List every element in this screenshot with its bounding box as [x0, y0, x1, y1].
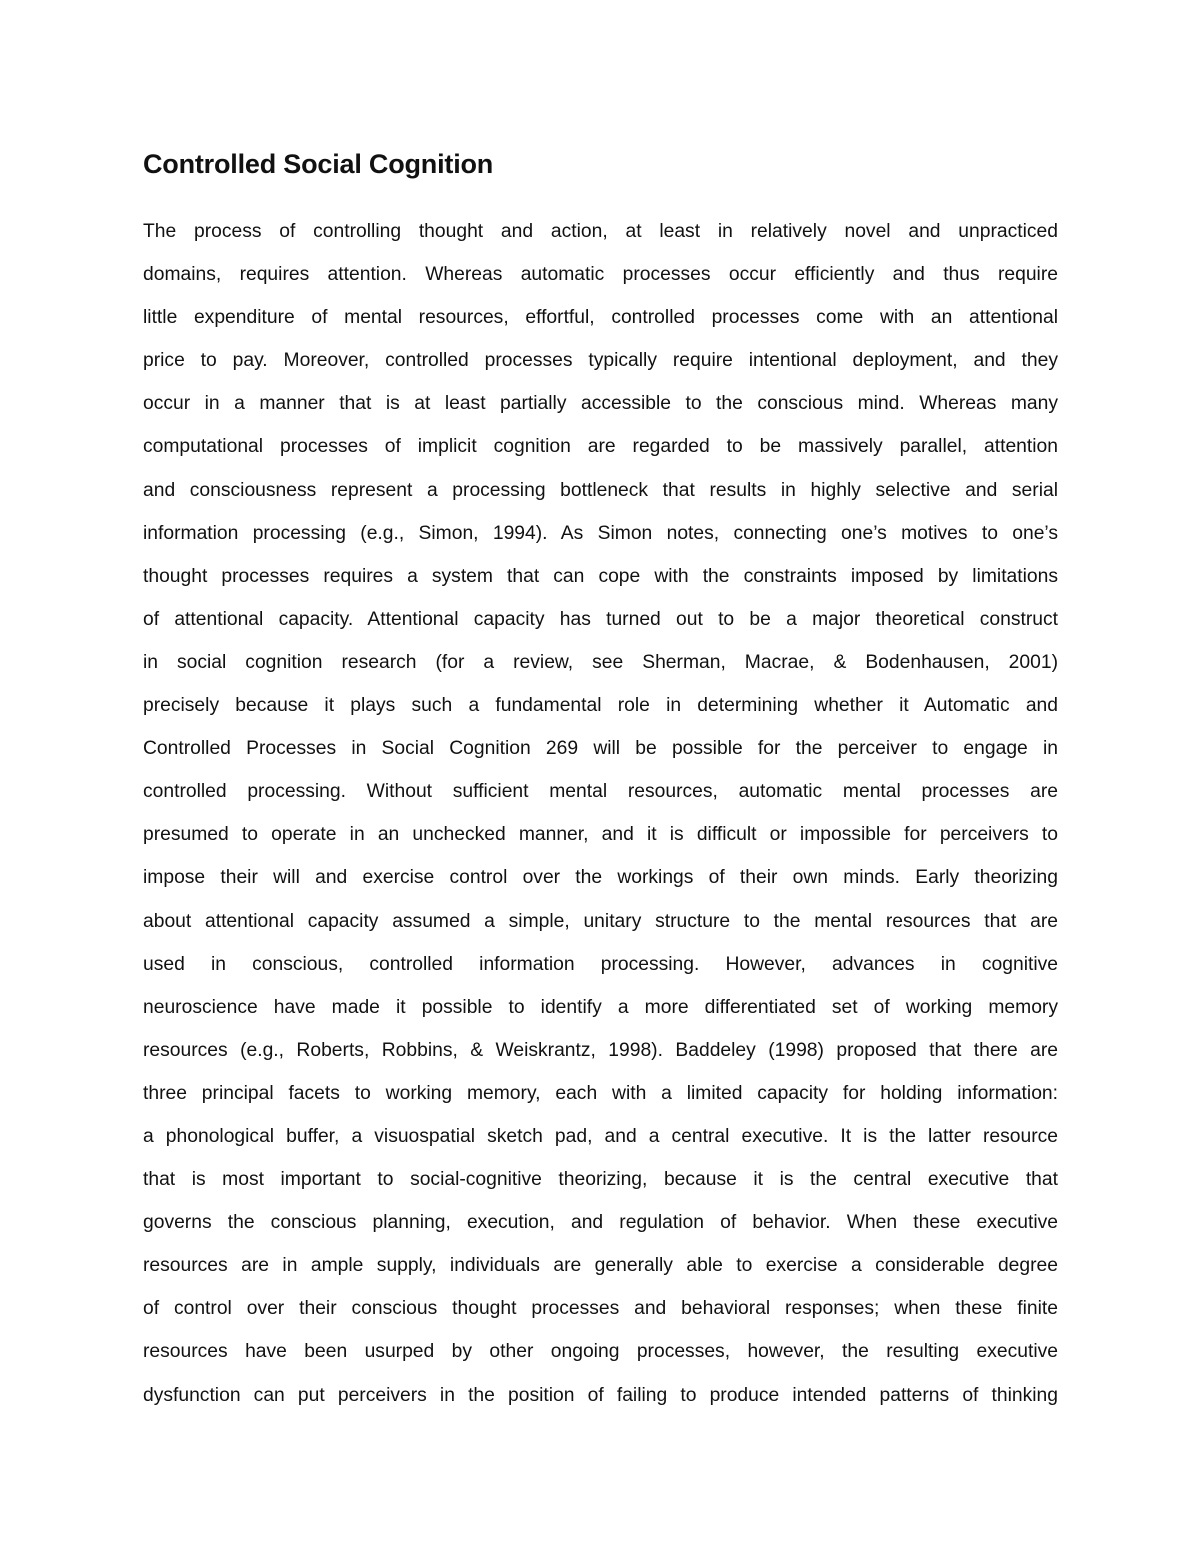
- document-body: [143, 210, 1058, 1417]
- body-line: presumed to operate in an unchecked manner, and it is difficult or impossible for perceivers to: [143, 824, 1058, 846]
- body-line: thought processes requires a system that can cope with the constraints imposed by limitations: [143, 565, 1058, 587]
- body-line: in social cognition research (for a review, see Sherman, Macrae, & Bodenhausen, 2001): [143, 651, 1058, 673]
- body-line: used in conscious, controlled information processing. However, advances in cognitive: [143, 953, 1058, 975]
- body-line: price to pay. Moreover, controlled processes typically require intentional deployment, and they: [143, 350, 1058, 372]
- body-line: of control over their conscious thought processes and behavioral responses; when these finite: [143, 1298, 1058, 1320]
- body-line: three principal facets to working memory, each with a limited capacity for holding information:: [143, 1082, 1058, 1104]
- body-line: governs the conscious planning, execution, and regulation of behavior. When these executive: [143, 1212, 1058, 1234]
- body-line: The process of controlling thought and action, at least in relatively novel and unpracticed: [143, 221, 1058, 242]
- body-line: resources have been usurped by other ongoing processes, however, the resulting executive: [143, 1341, 1058, 1363]
- body-line: domains, requires attention. Whereas automatic processes occur efficiently and thus require: [143, 264, 1058, 286]
- body-line: controlled processing. Without sufficient mental resources, automatic mental processes are: [143, 781, 1058, 803]
- body-line: resources are in ample supply, individuals are generally able to exercise a considerable degree: [143, 1255, 1058, 1277]
- body-line: of attentional capacity. Attentional capacity has turned out to be a major theoretical construct: [143, 608, 1058, 630]
- body-line: and consciousness represent a processing bottleneck that results in highly selective and serial: [143, 479, 1058, 501]
- body-line: a phonological buffer, a visuospatial sketch pad, and a central executive. It is the latter resource: [143, 1125, 1058, 1147]
- document-title: Controlled Social Cognition: [143, 149, 494, 179]
- body-line: dysfunction can put perceivers in the position of failing to produce intended patterns of thinking: [143, 1384, 1058, 1406]
- body-line: resources (e.g., Roberts, Robbins, & Weiskrantz, 1998). Baddeley (1998) proposed that there are: [143, 1039, 1058, 1061]
- body-line: information processing (e.g., Simon, 1994). As Simon notes, connecting one’s motives to one’s: [143, 522, 1058, 544]
- body-line: neuroscience have made it possible to identify a more differentiated set of working memory: [143, 996, 1058, 1018]
- body-line: precisely because it plays such a fundamental role in determining whether it Automatic and: [143, 695, 1058, 717]
- body-line: Controlled Processes in Social Cognition 269 will be possible for the perceiver to engage in: [143, 738, 1058, 760]
- body-line: computational processes of implicit cognition are regarded to be massively parallel, attention: [143, 436, 1058, 458]
- body-line: impose their will and exercise control over the workings of their own minds. Early theorizing: [143, 867, 1058, 889]
- body-line: about attentional capacity assumed a simple, unitary structure to the mental resources that are: [143, 910, 1058, 932]
- body-line: little expenditure of mental resources, effortful, controlled processes come with an attentional: [143, 307, 1058, 329]
- body-line: that is most important to social-cognitive theorizing, because it is the central executive that: [143, 1169, 1058, 1191]
- body-line: occur in a manner that is at least partially accessible to the conscious mind. Whereas many: [143, 393, 1058, 415]
